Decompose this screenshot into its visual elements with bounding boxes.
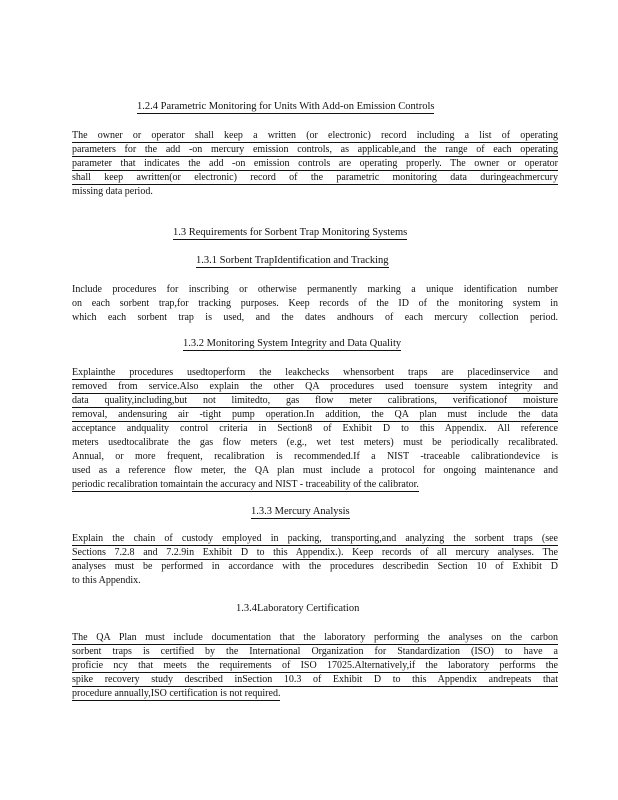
text-line: Include procedures for inscribing or otherwise permanently marking a unique identification number [72,284,558,295]
text-line: analyses must be performed in accordance with the procedures describedin Section 10 of Exhibit D [72,561,558,572]
text-line: parameter that indicates the add -on emission controls are operating properly. The owner or operator [72,158,558,169]
heading-1-3-3: 1.3.3 Mercury Analysis [251,506,350,517]
text-line: spike recovery study described inSection 10.3 of Exhibit D to this Appendix andrepeats that [72,674,558,685]
text-line: removal, andensuring air -tight pump operation.In addition, the QA plan must include the data [72,409,558,420]
text-line: on each sorbent trap,for tracking purposes. Keep records of the ID of the monitoring system in [72,298,558,309]
heading-1-3-4: 1.3.4Laboratory Certification [236,603,360,614]
text-line: Explainthe procedures usedtoperform the leakchecks whensorbent traps are placedinservice and [72,367,558,378]
paragraph-1-3-1 [72,283,558,325]
text-line: procedure annually,ISO certification is not required. [72,688,281,699]
text-line: missing data period. [72,186,153,197]
text-line: The owner or operator shall keep a written (or electronic) record including a list of operating [72,130,558,141]
paragraph-1-3-4 [72,631,558,701]
paragraph-1-3-3 [72,532,558,588]
text-line: which each sorbent trap is used, and the dates andhours of each mercury collection period. [72,312,558,323]
text-line: Sections 7.2.8 and 7.2.9in Exhibit D to this Appendix.). Keep records of all mercury analyses. The [72,547,558,558]
text-line: acceptance andquality control criteria in Section8 of Exhibit D to this Appendix. All reference [72,423,558,434]
text-line: removed from service.Also explain the other QA procedures used toensure system integrity and [72,381,558,392]
text-line: to this Appendix. [72,575,141,586]
text-line: meters usedtocalibrate the gas flow meters (e.g., wet test meters) must be periodically recalibrated. [72,437,558,448]
heading-1-2-4: 1.2.4 Parametric Monitoring for Units With Add-on Emission Controls [137,101,435,112]
paragraph-1-3-2 [72,366,558,492]
text-line: periodic recalibration tomaintain the accuracy and NIST - traceability of the calibrator. [72,479,419,490]
heading-1-3-2: 1.3.2 Monitoring System Integrity and Data Quality [183,338,402,349]
text-line: parameters for the add -on mercury emission controls, as applicable,and the range of each operating [72,144,558,155]
text-line: used as a reference flow meter, the QA plan must include a protocol for ongoing maintenance and [72,465,558,476]
text-line: data quality,including,but not limitedto, gas flow meter calibrations, verificationof moisture [72,395,558,406]
paragraph-1-2-4 [72,129,558,199]
text-line: Annual, or more frequent, recalibration is recommended.If a NIST -traceable calibrationdevice is [72,451,558,462]
text-line: shall keep awritten(or electronic) record of the parametric monitoring data duringeachmercury [72,172,558,183]
heading-1-3-1: 1.3.1 Sorbent TrapIdentification and Tracking [196,255,389,266]
text-line: sorbent traps is certified by the International Organization for Standardization (ISO) to have a [72,646,558,657]
text-line: Explain the chain of custody employed in packing, transporting,and analyzing the sorbent traps (see [72,533,558,544]
text-line: The QA Plan must include documentation that the laboratory performing the analyses on the carbon [72,632,558,643]
text-line: proficie ncy that meets the requirements of ISO 17025.Alternatively,if the laboratory performs the [72,660,558,671]
heading-1-3: 1.3 Requirements for Sorbent Trap Monitoring Systems [173,227,408,238]
